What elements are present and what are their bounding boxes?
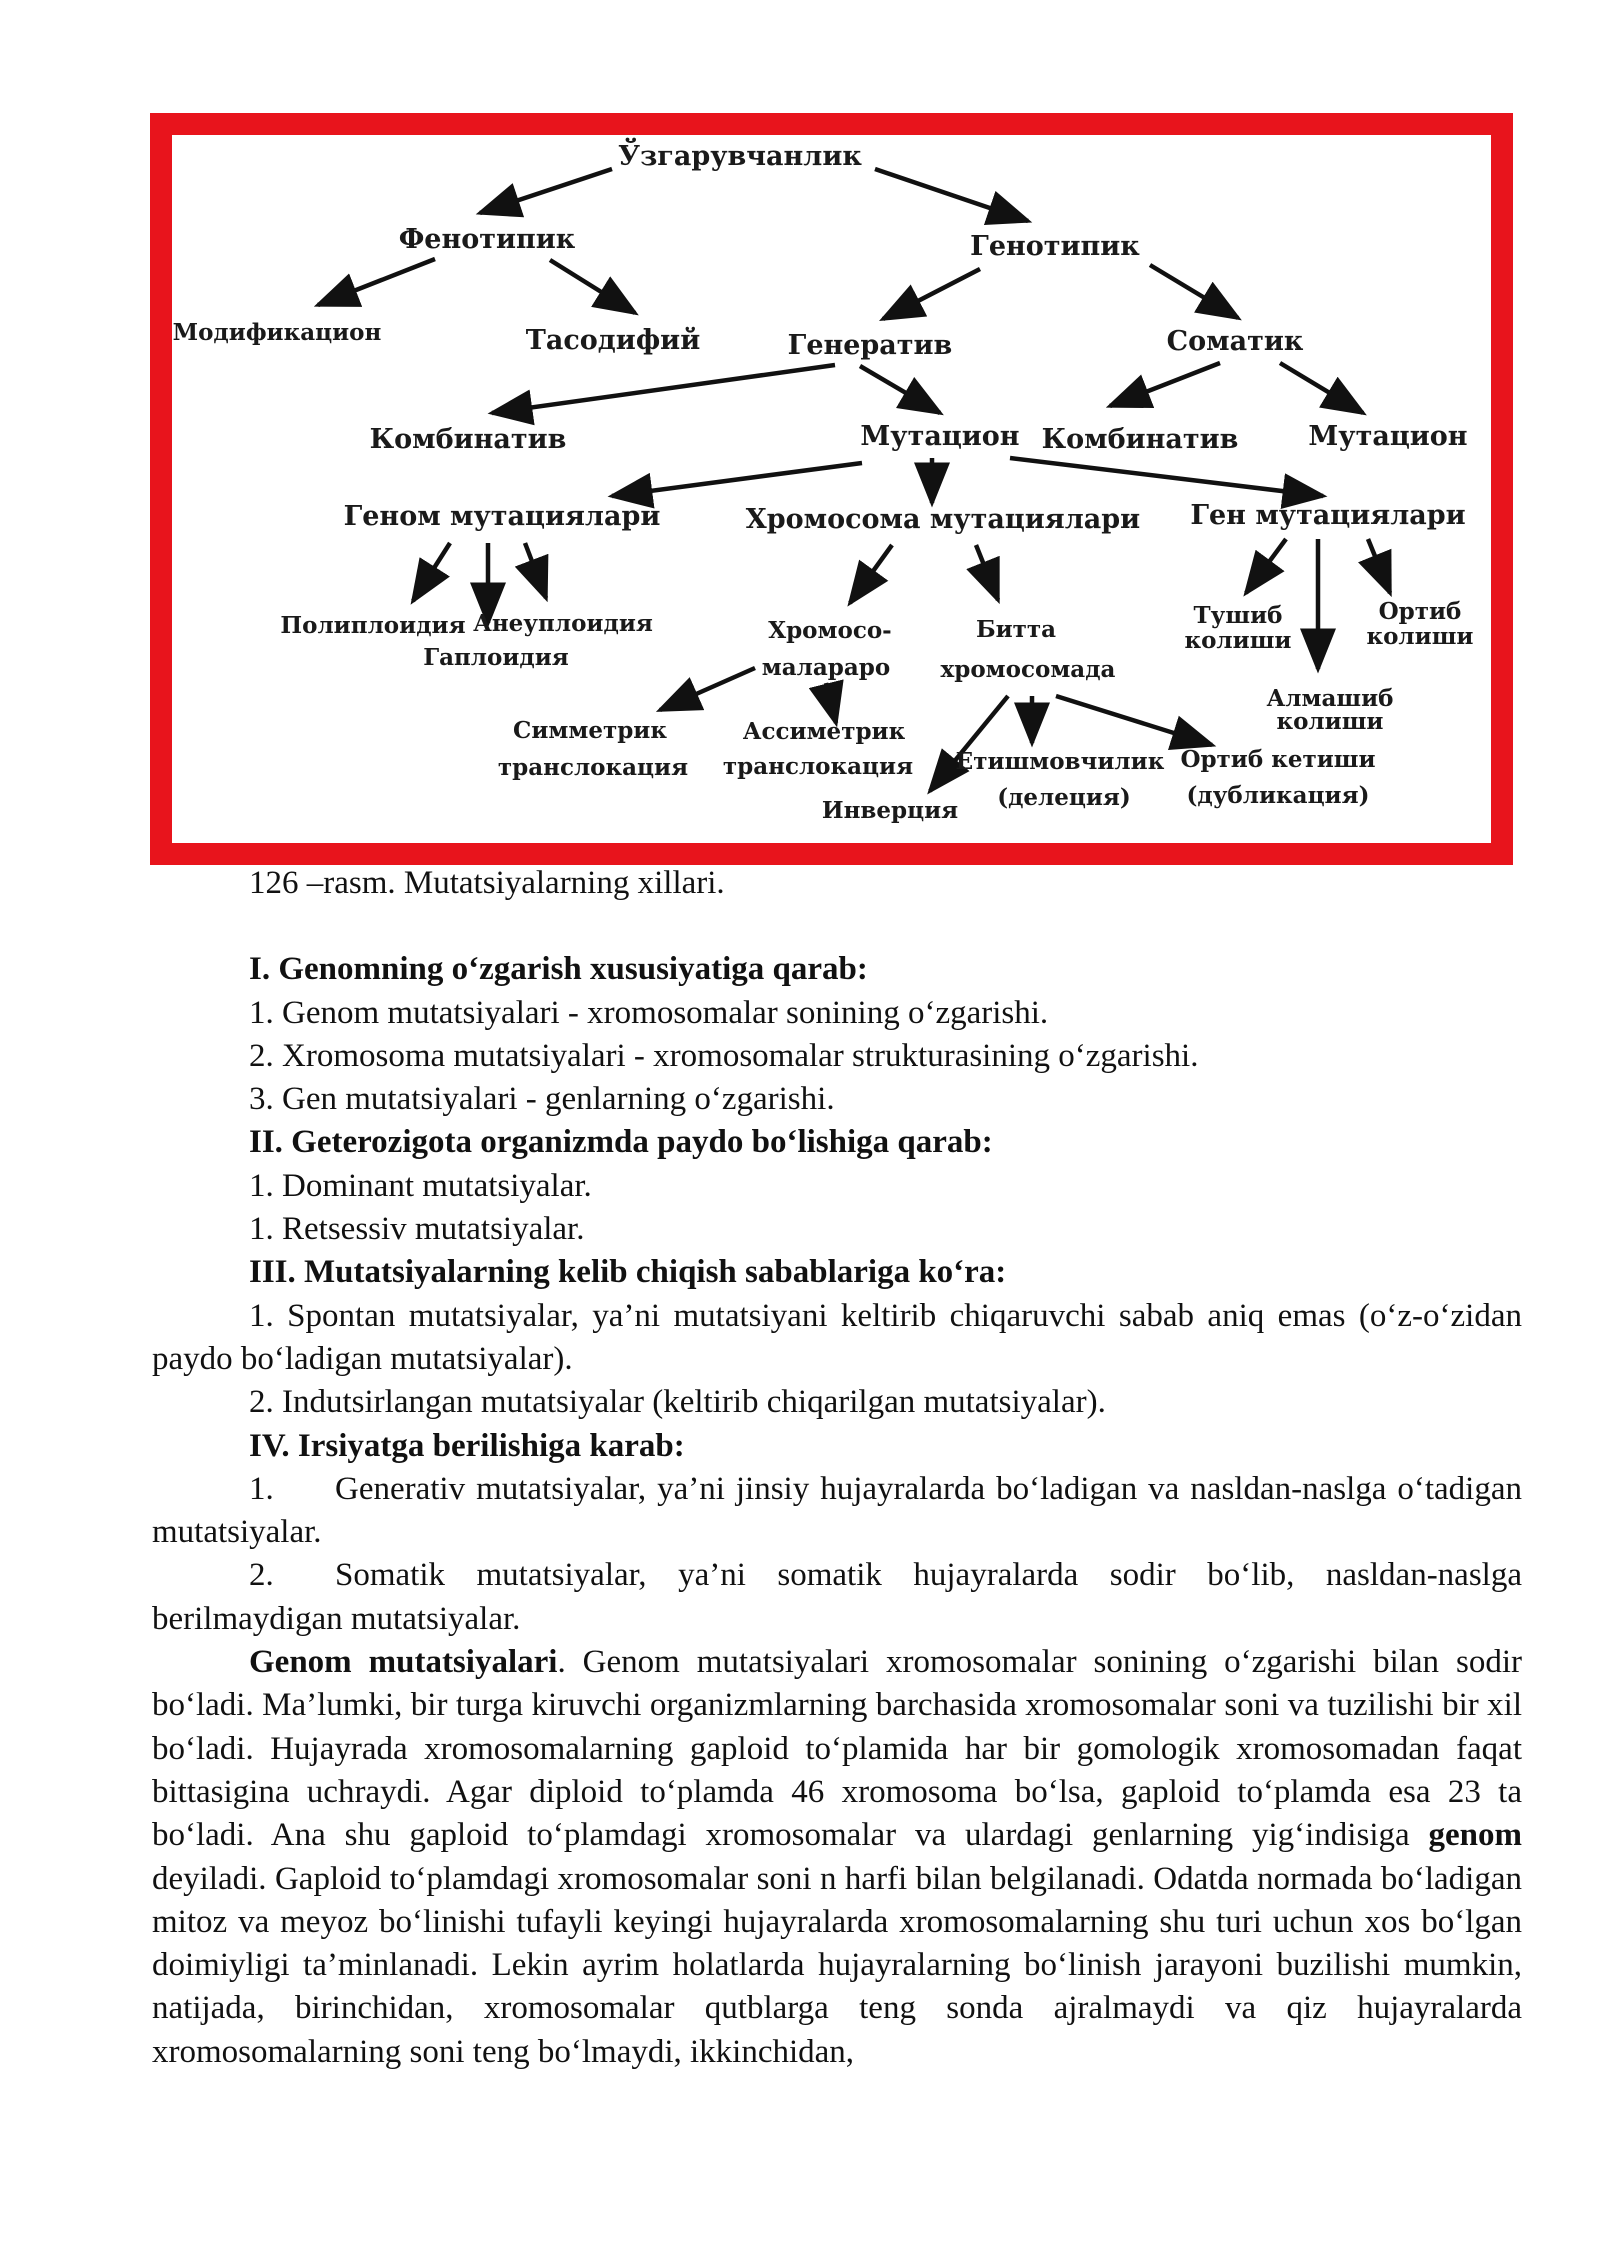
section-4-item-1-text: Generativ mutatsiyalar, ya’ni jinsiy hujayralarda bo‘ladigan va nasldan-naslga o‘tadigan mutatsiyalar. bbox=[152, 1470, 1522, 1551]
section-3-heading bbox=[152, 1251, 1522, 1294]
node-insertion-line1: Ортиб bbox=[1378, 598, 1462, 625]
node-phenotypic: Фенотипик bbox=[398, 224, 576, 255]
section-3-item-2: 2. Indutsirlangan mutatsiyalar (keltirib chiqarilgan mutatsiyalar). bbox=[249, 1384, 1106, 1421]
section-4-heading bbox=[152, 1425, 1522, 1468]
document-body bbox=[152, 862, 1522, 2074]
node-modification: Модификацион bbox=[172, 319, 382, 346]
section-1-heading bbox=[152, 948, 1522, 991]
node-random: Тасодифий bbox=[525, 325, 701, 356]
node-single-chromosome-line1: Битта bbox=[975, 616, 1057, 643]
node-dropout-line2: колиши bbox=[1184, 627, 1292, 654]
node-duplication-line2: (дубликация) bbox=[1186, 782, 1370, 809]
node-asymmetric-translocation-line1: Ассиметрик bbox=[742, 718, 906, 745]
section-4-item-2-text: Somatik mutatsiyalar, ya’ni somatik hujayralarda sodir bo‘lib, nasldan-naslga berilmaydigan mutatsiyalar. bbox=[152, 1557, 1522, 1637]
section-3-item-1: 1. Spontan mutatsiyalar, ya’ni mutatsiyani keltirib chiqaruvchi sabab aniq emas (o‘z-o‘zidan paydo bo‘ladigan mutatsiyalar). bbox=[152, 1297, 1522, 1377]
genome-mutations-paragraph bbox=[152, 1641, 1522, 2074]
node-asymmetric-translocation-line2: транслокация bbox=[722, 753, 914, 780]
node-duplication-line1: Ортиб кетиши bbox=[1180, 746, 1376, 773]
section-4-item-2 bbox=[152, 1554, 1522, 1641]
node-symmetric-translocation-line1: Симметрик bbox=[513, 717, 667, 744]
node-chromosome-mutations: Хромосома мутациялари bbox=[745, 504, 1141, 535]
node-mutational-gen: Мутацион bbox=[860, 421, 1020, 452]
node-somatic: Соматик bbox=[1166, 326, 1304, 357]
node-interchromosomal-line1: Хромосо- bbox=[768, 617, 892, 644]
paragraph-text-part-2: deyiladi. Gaploid to‘plamdagi xromosomalar soni n harfi bilan belgilanadi. Odatda normada bo‘ladigan mitoz va meyoz bo‘linishi tufayli keyingi hujayralarda xromosomalarning shu turi uchun xos bo‘lgan doimiyligi ta’minlanadi. Lekin ayrim holatlarda hujayralarning bo‘linish jarayoni buzilishi mumkin, natijada, birinchidan, xromosomalar qutblarga teng sonda ajralmaydi va qiz hujayralarda xromosomalarning soni teng bo‘lmaydi, ikkinchidan, bbox=[152, 1860, 1522, 2070]
node-dropout-line1: Тушиб bbox=[1193, 602, 1283, 629]
node-inversion: Инверция bbox=[821, 797, 959, 824]
paragraph-term-genome: genom bbox=[1428, 1817, 1522, 1854]
paragraph-text-part-1: . Genom mutatsiyalari xromosomalar sonining o‘zgarishi bilan sodir bo‘ladi. Ma’lumki, bir turga kiruvchi organizmlarning barchasida xromosomalar soni va tuzilishi bir xil bo‘ladi. Hujayrada xromosomalarning gaploid to‘plamida har bir gomologik xromosomadan faqat bittasigina uchraydi. Agar diploid to‘plamda 46 xromosoma bo‘lsa, gaploid to‘plamda esa 23 ta bo‘ladi. Ana shu gaploid to‘plamdagi xromosomalar va ulardagi genlarning yig‘indisiga bbox=[152, 1644, 1522, 1854]
section-3-heading-text: III. Mutatsiyalarning kelib chiqish sabablariga ko‘ra: bbox=[249, 1254, 1007, 1291]
mutation-classification-diagram bbox=[150, 113, 1513, 865]
node-root: Ўзгарувчанлик bbox=[618, 141, 862, 172]
node-genotypic: Генотипик bbox=[970, 231, 1140, 262]
paragraph-lead-term: Genom mutatsiyalari bbox=[249, 1644, 558, 1681]
node-gene-mutations: Ген мутациялари bbox=[1190, 500, 1466, 531]
node-deletion-line2: (делеция) bbox=[997, 784, 1131, 811]
node-combinative-som: Комбинатив bbox=[1041, 424, 1239, 455]
node-single-chromosome-line2: хромосомада bbox=[940, 656, 1116, 683]
section-4-item-1-number: 1. bbox=[249, 1470, 274, 1507]
section-4-item-1 bbox=[152, 1468, 1522, 1555]
node-symmetric-translocation-line2: транслокация bbox=[497, 754, 689, 781]
section-1-item-1: 1. Genom mutatsiyalari - xromosomalar sonining o‘zgarishi. bbox=[249, 994, 1049, 1031]
node-insertion-line2: колиши bbox=[1366, 623, 1474, 650]
section-2-item-1: 1. Dominant mutatsiyalar. bbox=[249, 1167, 592, 1204]
node-substitution-line2: колиши bbox=[1276, 708, 1384, 735]
section-1-item-3: 3. Gen mutatsiyalari - genlarning o‘zgarishi. bbox=[249, 1081, 835, 1118]
section-2-heading-text: II. Geterozigota organizmda paydo bo‘lishiga qarab: bbox=[249, 1124, 993, 1161]
section-2-item-2: 1. Retsessiv mutatsiyalar. bbox=[249, 1211, 585, 1248]
figure-caption: 126 –rasm. Mutatsiyalarning xillari. bbox=[249, 865, 725, 901]
section-4-heading-text: IV. Irsiyatga berilishiga karab: bbox=[249, 1427, 685, 1464]
section-4-item-2-number: 2. bbox=[249, 1557, 274, 1594]
node-substitution-line1: Алмашиб bbox=[1266, 685, 1394, 712]
node-haploidy: Гаплоидия bbox=[423, 644, 569, 671]
node-genome-mutations: Геном мутациялари bbox=[343, 501, 661, 532]
node-combinative-gen: Комбинатив bbox=[369, 424, 567, 455]
section-1-heading-text: I. Genomning o‘zgarish xususiyatiga qarab: bbox=[249, 951, 868, 988]
node-aneuploidy: Анеуплоидия bbox=[473, 610, 653, 637]
node-polyploidy: Полиплоидия bbox=[280, 612, 466, 639]
section-2-heading bbox=[152, 1121, 1522, 1164]
node-interchromosomal-line2: малараро bbox=[761, 654, 891, 681]
node-generative: Генератив bbox=[787, 330, 953, 361]
node-deletion-line1: Етишмовчилик bbox=[955, 748, 1165, 775]
section-1-item-2: 2. Xromosoma mutatsiyalari - xromosomalar strukturasining o‘zgarishi. bbox=[249, 1037, 1199, 1074]
node-mutational-som: Мутацион bbox=[1308, 421, 1468, 452]
